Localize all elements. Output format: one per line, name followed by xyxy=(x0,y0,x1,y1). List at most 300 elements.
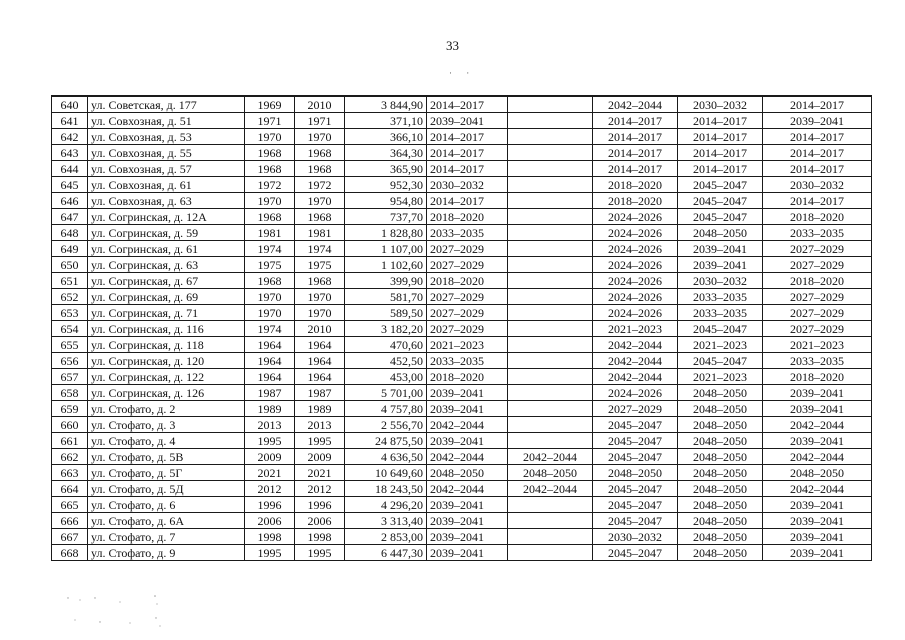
area-cell: 453,00 xyxy=(345,369,427,385)
address-cell: ул. Совхозная, д. 63 xyxy=(88,193,245,209)
table-row xyxy=(52,193,872,209)
build-year-cell: 1995 xyxy=(245,545,295,561)
table-row xyxy=(52,337,872,353)
address-cell: ул. Согринская, д. 61 xyxy=(88,241,245,257)
area-cell: 365,90 xyxy=(345,161,427,177)
period-cell: 2014–2017 xyxy=(678,129,763,145)
period-cell: 2033–2035 xyxy=(427,353,508,369)
period-cell: 2045–2047 xyxy=(678,321,763,337)
period-cell xyxy=(508,513,593,529)
period-cell xyxy=(508,177,593,193)
period-cell: 2048–2050 xyxy=(678,513,763,529)
period-cell: 2039–2041 xyxy=(427,497,508,513)
build-year-cell: 1981 xyxy=(245,225,295,241)
period-cell: 2039–2041 xyxy=(427,513,508,529)
row-number: 657 xyxy=(52,369,88,385)
row-number: 640 xyxy=(52,96,88,113)
row-number: 652 xyxy=(52,289,88,305)
period-cell: 2042–2044 xyxy=(763,417,872,433)
period-cell xyxy=(508,417,593,433)
table-row xyxy=(52,177,872,193)
address-cell: ул. Согринская, д. 67 xyxy=(88,273,245,289)
area-cell: 366,10 xyxy=(345,129,427,145)
period-cell: 2021–2023 xyxy=(593,321,678,337)
period-cell: 2039–2041 xyxy=(427,529,508,545)
build-year-cell: 1968 xyxy=(245,161,295,177)
build-year-cell: 1972 xyxy=(245,177,295,193)
address-cell: ул. Согринская, д. 120 xyxy=(88,353,245,369)
period-cell: 2033–2035 xyxy=(763,225,872,241)
row-number: 667 xyxy=(52,529,88,545)
period-cell xyxy=(508,321,593,337)
period-cell: 2014–2017 xyxy=(593,113,678,129)
period-cell: 2039–2041 xyxy=(763,433,872,449)
address-cell: ул. Стофато, д. 6 xyxy=(88,497,245,513)
period-cell: 2039–2041 xyxy=(427,113,508,129)
address-cell: ул. Согринская, д. 69 xyxy=(88,289,245,305)
area-cell: 371,10 xyxy=(345,113,427,129)
row-number: 663 xyxy=(52,465,88,481)
period-cell: 2039–2041 xyxy=(763,513,872,529)
period-cell: 2018–2020 xyxy=(427,273,508,289)
period-cell: 2045–2047 xyxy=(593,497,678,513)
address-cell: ул. Согринская, д. 63 xyxy=(88,257,245,273)
period-cell: 2027–2029 xyxy=(427,305,508,321)
period-cell: 2048–2050 xyxy=(593,465,678,481)
row-number: 645 xyxy=(52,177,88,193)
period-cell: 2042–2044 xyxy=(593,337,678,353)
period-cell: 2048–2050 xyxy=(678,545,763,561)
period-cell: 2045–2047 xyxy=(593,433,678,449)
table-row xyxy=(52,145,872,161)
period-cell: 2048–2050 xyxy=(678,449,763,465)
row-number: 642 xyxy=(52,129,88,145)
period-cell: 2024–2026 xyxy=(593,273,678,289)
period-cell xyxy=(508,129,593,145)
period-cell xyxy=(508,369,593,385)
build-year-cell: 2012 xyxy=(245,481,295,497)
build-year-cell: 1964 xyxy=(245,337,295,353)
period-cell: 2039–2041 xyxy=(427,545,508,561)
build-year-cell: 1989 xyxy=(245,401,295,417)
period-cell: 2048–2050 xyxy=(678,465,763,481)
period-cell: 2018–2020 xyxy=(593,193,678,209)
table-row xyxy=(52,465,872,481)
year-cell: 2013 xyxy=(295,417,345,433)
period-cell: 2014–2017 xyxy=(678,113,763,129)
row-number: 650 xyxy=(52,257,88,273)
year-cell: 1964 xyxy=(295,337,345,353)
year-cell: 1972 xyxy=(295,177,345,193)
period-cell: 2014–2017 xyxy=(763,129,872,145)
period-cell xyxy=(508,529,593,545)
address-cell: ул. Совхозная, д. 55 xyxy=(88,145,245,161)
period-cell xyxy=(508,337,593,353)
year-cell: 1987 xyxy=(295,385,345,401)
period-cell: 2014–2017 xyxy=(593,129,678,145)
table-row xyxy=(52,513,872,529)
year-cell: 1975 xyxy=(295,257,345,273)
row-number: 653 xyxy=(52,305,88,321)
row-number: 666 xyxy=(52,513,88,529)
period-cell: 2024–2026 xyxy=(593,241,678,257)
area-cell: 5 701,00 xyxy=(345,385,427,401)
period-cell: 2048–2050 xyxy=(763,465,872,481)
period-cell: 2014–2017 xyxy=(593,161,678,177)
period-cell: 2024–2026 xyxy=(593,257,678,273)
period-cell: 2018–2020 xyxy=(763,369,872,385)
period-cell xyxy=(508,289,593,305)
table-row xyxy=(52,96,872,113)
period-cell: 2042–2044 xyxy=(763,481,872,497)
period-cell: 2027–2029 xyxy=(427,257,508,273)
period-cell: 2042–2044 xyxy=(508,449,593,465)
period-cell: 2039–2041 xyxy=(427,401,508,417)
period-cell: 2045–2047 xyxy=(593,545,678,561)
table-row xyxy=(52,353,872,369)
period-cell: 2018–2020 xyxy=(427,369,508,385)
build-year-cell: 2021 xyxy=(245,465,295,481)
address-cell: ул. Стофато, д. 2 xyxy=(88,401,245,417)
period-cell xyxy=(508,161,593,177)
area-cell: 581,70 xyxy=(345,289,427,305)
year-cell: 1968 xyxy=(295,209,345,225)
address-cell: ул. Советская, д. 177 xyxy=(88,96,245,113)
period-cell: 2014–2017 xyxy=(427,129,508,145)
area-cell: 3 313,40 xyxy=(345,513,427,529)
area-cell: 364,30 xyxy=(345,145,427,161)
address-cell: ул. Стофато, д. 5Г xyxy=(88,465,245,481)
period-cell: 2042–2044 xyxy=(508,481,593,497)
area-cell: 6 447,30 xyxy=(345,545,427,561)
period-cell: 2030–2032 xyxy=(678,96,763,113)
period-cell: 2033–2035 xyxy=(678,305,763,321)
row-number: 647 xyxy=(52,209,88,225)
period-cell: 2045–2047 xyxy=(593,513,678,529)
period-cell: 2027–2029 xyxy=(763,257,872,273)
area-cell: 1 102,60 xyxy=(345,257,427,273)
row-number: 662 xyxy=(52,449,88,465)
period-cell: 2018–2020 xyxy=(593,177,678,193)
row-number: 661 xyxy=(52,433,88,449)
table-row xyxy=(52,369,872,385)
period-cell: 2045–2047 xyxy=(593,481,678,497)
period-cell: 2048–2050 xyxy=(678,417,763,433)
period-cell: 2021–2023 xyxy=(427,337,508,353)
period-cell: 2021–2023 xyxy=(763,337,872,353)
year-cell: 1968 xyxy=(295,161,345,177)
period-cell xyxy=(508,273,593,289)
period-cell: 2048–2050 xyxy=(678,385,763,401)
period-cell xyxy=(508,145,593,161)
row-number: 644 xyxy=(52,161,88,177)
year-cell: 1998 xyxy=(295,529,345,545)
build-year-cell: 1970 xyxy=(245,129,295,145)
table-row xyxy=(52,497,872,513)
period-cell xyxy=(508,225,593,241)
period-cell: 2014–2017 xyxy=(763,193,872,209)
row-number: 643 xyxy=(52,145,88,161)
housing-register-table xyxy=(51,95,872,561)
period-cell xyxy=(508,305,593,321)
period-cell: 2027–2029 xyxy=(427,289,508,305)
page-number: 33 xyxy=(446,38,459,53)
year-cell: 1981 xyxy=(295,225,345,241)
period-cell: 2027–2029 xyxy=(593,401,678,417)
area-cell: 589,50 xyxy=(345,305,427,321)
row-number: 649 xyxy=(52,241,88,257)
address-cell: ул. Стофато, д. 6А xyxy=(88,513,245,529)
year-cell: 2009 xyxy=(295,449,345,465)
period-cell: 2042–2044 xyxy=(593,353,678,369)
period-cell: 2042–2044 xyxy=(427,417,508,433)
build-year-cell: 1974 xyxy=(245,321,295,337)
table-row xyxy=(52,161,872,177)
address-cell: ул. Стофато, д. 5Д xyxy=(88,481,245,497)
table-row xyxy=(52,113,872,129)
build-year-cell: 1970 xyxy=(245,305,295,321)
period-cell: 2039–2041 xyxy=(763,401,872,417)
table-row xyxy=(52,257,872,273)
year-cell: 2006 xyxy=(295,513,345,529)
period-cell xyxy=(508,497,593,513)
period-cell: 2030–2032 xyxy=(678,273,763,289)
period-cell: 2039–2041 xyxy=(678,241,763,257)
build-year-cell: 1968 xyxy=(245,145,295,161)
period-cell: 2014–2017 xyxy=(427,193,508,209)
period-cell: 2033–2035 xyxy=(678,289,763,305)
address-cell: ул. Стофато, д. 9 xyxy=(88,545,245,561)
period-cell: 2033–2035 xyxy=(763,353,872,369)
area-cell: 470,60 xyxy=(345,337,427,353)
address-cell: ул. Стофато, д. 4 xyxy=(88,433,245,449)
period-cell: 2030–2032 xyxy=(763,177,872,193)
area-cell: 399,90 xyxy=(345,273,427,289)
address-cell: ул. Согринская, д. 71 xyxy=(88,305,245,321)
year-cell: 1968 xyxy=(295,273,345,289)
build-year-cell: 1970 xyxy=(245,193,295,209)
period-cell: 2045–2047 xyxy=(678,193,763,209)
build-year-cell: 1971 xyxy=(245,113,295,129)
period-cell: 2039–2041 xyxy=(763,529,872,545)
year-cell: 1995 xyxy=(295,545,345,561)
year-cell: 1964 xyxy=(295,353,345,369)
address-cell: ул. Согринская, д. 126 xyxy=(88,385,245,401)
table-row xyxy=(52,305,872,321)
year-cell: 1970 xyxy=(295,129,345,145)
period-cell: 2024–2026 xyxy=(593,209,678,225)
period-cell xyxy=(508,385,593,401)
period-cell: 2014–2017 xyxy=(427,145,508,161)
period-cell xyxy=(508,113,593,129)
year-cell: 1996 xyxy=(295,497,345,513)
period-cell: 2014–2017 xyxy=(763,96,872,113)
area-cell: 737,70 xyxy=(345,209,427,225)
table-row xyxy=(52,481,872,497)
period-cell xyxy=(508,193,593,209)
address-cell: ул. Совхозная, д. 61 xyxy=(88,177,245,193)
period-cell: 2039–2041 xyxy=(427,385,508,401)
table-row xyxy=(52,209,872,225)
table-row xyxy=(52,545,872,561)
period-cell: 2014–2017 xyxy=(593,145,678,161)
period-cell: 2048–2050 xyxy=(508,465,593,481)
period-cell xyxy=(508,545,593,561)
build-year-cell: 2009 xyxy=(245,449,295,465)
area-cell: 18 243,50 xyxy=(345,481,427,497)
year-cell: 1974 xyxy=(295,241,345,257)
area-cell: 954,80 xyxy=(345,193,427,209)
period-cell: 2042–2044 xyxy=(763,449,872,465)
build-year-cell: 2013 xyxy=(245,417,295,433)
row-number: 646 xyxy=(52,193,88,209)
year-cell: 1964 xyxy=(295,369,345,385)
period-cell: 2039–2041 xyxy=(427,433,508,449)
row-number: 641 xyxy=(52,113,88,129)
period-cell: 2045–2047 xyxy=(593,417,678,433)
row-number: 668 xyxy=(52,545,88,561)
period-cell: 2048–2050 xyxy=(678,497,763,513)
period-cell: 2030–2032 xyxy=(427,177,508,193)
period-cell: 2014–2017 xyxy=(427,161,508,177)
period-cell xyxy=(508,353,593,369)
period-cell: 2027–2029 xyxy=(763,305,872,321)
build-year-cell: 1964 xyxy=(245,369,295,385)
area-cell: 1 107,00 xyxy=(345,241,427,257)
year-cell: 2012 xyxy=(295,481,345,497)
area-cell: 452,50 xyxy=(345,353,427,369)
area-cell: 3 844,90 xyxy=(345,96,427,113)
build-year-cell: 1975 xyxy=(245,257,295,273)
address-cell: ул. Согринская, д. 12А xyxy=(88,209,245,225)
area-cell: 4 636,50 xyxy=(345,449,427,465)
build-year-cell: 1996 xyxy=(245,497,295,513)
year-cell: 2021 xyxy=(295,465,345,481)
period-cell xyxy=(508,209,593,225)
period-cell xyxy=(508,433,593,449)
address-cell: ул. Согринская, д. 116 xyxy=(88,321,245,337)
period-cell: 2039–2041 xyxy=(678,257,763,273)
period-cell: 2024–2026 xyxy=(593,289,678,305)
period-cell: 2014–2017 xyxy=(763,161,872,177)
period-cell: 2045–2047 xyxy=(678,353,763,369)
year-cell: 1989 xyxy=(295,401,345,417)
period-cell: 2033–2035 xyxy=(427,225,508,241)
row-number: 664 xyxy=(52,481,88,497)
build-year-cell: 2006 xyxy=(245,513,295,529)
period-cell: 2014–2017 xyxy=(678,145,763,161)
period-cell: 2018–2020 xyxy=(427,209,508,225)
table-row xyxy=(52,385,872,401)
row-number: 656 xyxy=(52,353,88,369)
year-cell: 1968 xyxy=(295,145,345,161)
period-cell: 2039–2041 xyxy=(763,545,872,561)
area-cell: 4 757,80 xyxy=(345,401,427,417)
build-year-cell: 1998 xyxy=(245,529,295,545)
period-cell: 2027–2029 xyxy=(427,321,508,337)
period-cell: 2048–2050 xyxy=(427,465,508,481)
period-cell: 2039–2041 xyxy=(763,113,872,129)
year-cell: 1971 xyxy=(295,113,345,129)
table-row xyxy=(52,241,872,257)
address-cell: ул. Стофато, д. 7 xyxy=(88,529,245,545)
table-row xyxy=(52,449,872,465)
area-cell: 4 296,20 xyxy=(345,497,427,513)
table-row xyxy=(52,129,872,145)
build-year-cell: 1969 xyxy=(245,96,295,113)
year-cell: 1970 xyxy=(295,305,345,321)
build-year-cell: 1968 xyxy=(245,273,295,289)
period-cell: 2024–2026 xyxy=(593,225,678,241)
period-cell: 2048–2050 xyxy=(678,529,763,545)
year-cell: 1995 xyxy=(295,433,345,449)
period-cell: 2042–2044 xyxy=(593,369,678,385)
table-row xyxy=(52,289,872,305)
period-cell: 2030–2032 xyxy=(593,529,678,545)
row-number: 654 xyxy=(52,321,88,337)
area-cell: 2 556,70 xyxy=(345,417,427,433)
period-cell: 2042–2044 xyxy=(593,96,678,113)
period-cell: 2048–2050 xyxy=(678,225,763,241)
table-row xyxy=(52,225,872,241)
period-cell: 2045–2047 xyxy=(678,177,763,193)
period-cell xyxy=(508,96,593,113)
period-cell: 2027–2029 xyxy=(427,241,508,257)
table-row xyxy=(52,433,872,449)
area-cell: 2 853,00 xyxy=(345,529,427,545)
build-year-cell: 1970 xyxy=(245,289,295,305)
table-row xyxy=(52,273,872,289)
period-cell: 2045–2047 xyxy=(593,449,678,465)
period-cell: 2014–2017 xyxy=(763,145,872,161)
period-cell: 2018–2020 xyxy=(763,273,872,289)
period-cell: 2027–2029 xyxy=(763,321,872,337)
address-cell: ул. Стофато, д. 3 xyxy=(88,417,245,433)
period-cell: 2018–2020 xyxy=(763,209,872,225)
row-number: 659 xyxy=(52,401,88,417)
build-year-cell: 1968 xyxy=(245,209,295,225)
row-number: 651 xyxy=(52,273,88,289)
address-cell: ул. Совхозная, д. 57 xyxy=(88,161,245,177)
period-cell: 2024–2026 xyxy=(593,305,678,321)
period-cell: 2042–2044 xyxy=(427,481,508,497)
row-number: 658 xyxy=(52,385,88,401)
area-cell: 24 875,50 xyxy=(345,433,427,449)
period-cell: 2048–2050 xyxy=(678,401,763,417)
period-cell: 2027–2029 xyxy=(763,241,872,257)
table-row xyxy=(52,417,872,433)
period-cell xyxy=(508,401,593,417)
period-cell: 2048–2050 xyxy=(678,481,763,497)
scan-artifact: · · xyxy=(449,68,476,78)
period-cell: 2039–2041 xyxy=(763,385,872,401)
period-cell: 2021–2023 xyxy=(678,369,763,385)
period-cell: 2027–2029 xyxy=(763,289,872,305)
row-number: 660 xyxy=(52,417,88,433)
row-number: 655 xyxy=(52,337,88,353)
table-row xyxy=(52,529,872,545)
year-cell: 2010 xyxy=(295,96,345,113)
period-cell: 2042–2044 xyxy=(427,449,508,465)
area-cell: 1 828,80 xyxy=(345,225,427,241)
scan-noise xyxy=(60,590,180,630)
address-cell: ул. Согринская, д. 118 xyxy=(88,337,245,353)
period-cell xyxy=(508,241,593,257)
period-cell: 2021–2023 xyxy=(678,337,763,353)
period-cell: 2039–2041 xyxy=(763,497,872,513)
period-cell xyxy=(508,257,593,273)
area-cell: 3 182,20 xyxy=(345,321,427,337)
